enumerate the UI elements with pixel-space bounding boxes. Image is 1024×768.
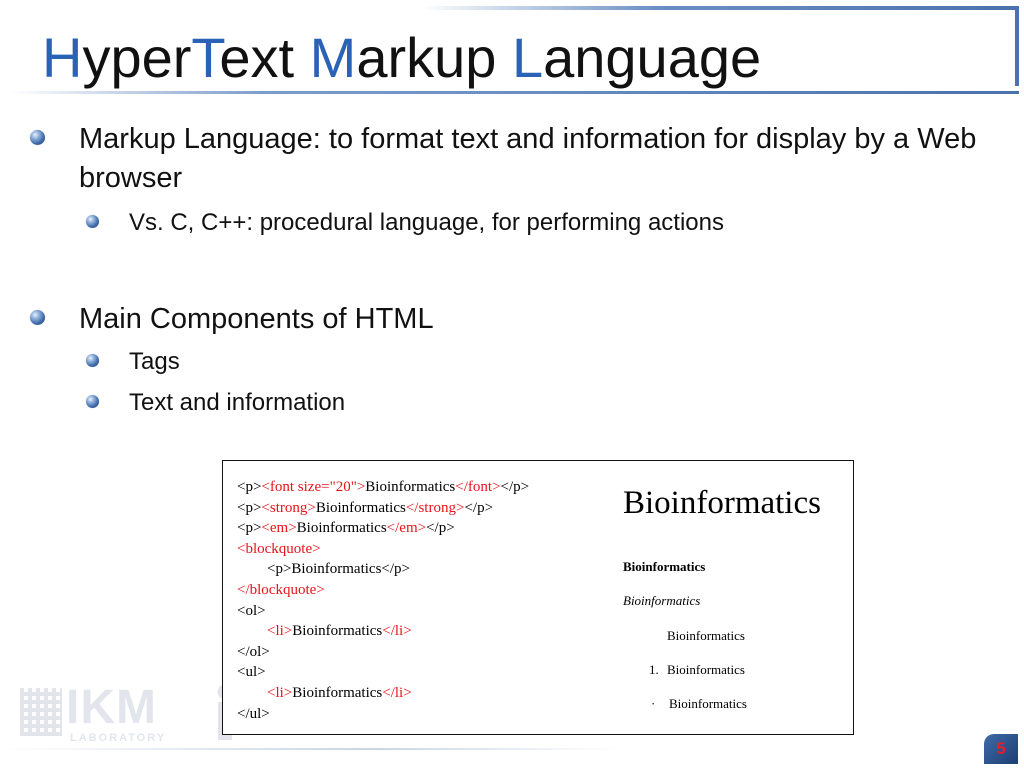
code-line [237, 580, 529, 601]
code-text: <p>Bioinformatics</p> [237, 561, 410, 578]
code-line [237, 601, 529, 622]
code-tag: <li> [267, 684, 293, 701]
code-text: <p> [237, 520, 262, 537]
ol-marker: 1. [649, 662, 659, 677]
bullet-text: Markup Language: to format text and information for display by a Web browser [79, 123, 977, 194]
title-initial-m: M [309, 26, 357, 89]
logo-grid-icon [20, 688, 62, 736]
page-number: 5 [996, 739, 1006, 758]
ul-item: Bioinformatics [669, 696, 747, 711]
code-tag: </font> [455, 479, 501, 495]
bullet-text: Main Components of HTML [79, 303, 434, 335]
bullet-sphere-icon [86, 215, 99, 228]
sub-bullet-text-information [86, 387, 986, 419]
code-text: Bioinformatics [365, 479, 456, 495]
page-number-badge [984, 734, 1018, 764]
code-line [237, 559, 529, 580]
code-text: <ul> [237, 664, 266, 681]
title-initial-h: H [42, 26, 83, 89]
bullet-markup-language [30, 120, 990, 198]
bullet-main-components [30, 300, 990, 339]
code-tag: <li> [267, 623, 293, 640]
slide-title [42, 22, 761, 94]
code-text: </p> [464, 499, 494, 516]
code-line [237, 621, 529, 642]
bullet-sphere-icon [86, 395, 99, 408]
code-line [237, 642, 529, 663]
sub-bullet-procedural [86, 207, 986, 239]
title-underline [10, 91, 1019, 94]
code-text: Bioinformatics [292, 684, 383, 701]
rendered-ordered-list [649, 662, 745, 678]
frame-right-line [1015, 6, 1019, 86]
code-line [237, 477, 529, 498]
bullet-text: Tags [129, 348, 180, 375]
title-word-language: anguage [543, 26, 762, 89]
title-initial-t: T [191, 26, 220, 89]
code-line [237, 662, 529, 683]
code-tag: </strong> [405, 499, 465, 516]
code-text: </ul> [237, 705, 270, 722]
code-text: </ol> [237, 643, 270, 660]
html-example-box [222, 460, 854, 735]
code-text: <ol> [237, 602, 266, 619]
code-text: Bioinformatics [292, 623, 383, 640]
bullet-text: Vs. C, C++: procedural language, for performing actions [129, 209, 724, 236]
code-tag: </li> [382, 684, 412, 701]
code-text: Bioinformatics [315, 499, 406, 516]
bullet-sphere-icon [30, 130, 45, 145]
code-text [237, 623, 267, 639]
code-line [237, 518, 529, 539]
footer-line [0, 748, 620, 750]
rendered-em: Bioinformatics [623, 593, 701, 608]
title-initial-l: L [511, 26, 544, 89]
logo-subtext: LABORATORY [70, 732, 167, 744]
code-tag: </li> [382, 623, 412, 640]
ol-item: Bioinformatics [667, 662, 745, 677]
frame-top-line [420, 6, 1018, 10]
html-code-sample [237, 477, 529, 724]
rendered-strong: Bioinformatics [623, 559, 706, 574]
code-text: Bioinformatics [296, 520, 387, 537]
logo-mark: IKM [66, 681, 157, 734]
code-text: <p> [237, 479, 262, 495]
rendered-font-size-20: Bioinformatics [623, 485, 821, 521]
code-tag: </em> [386, 520, 427, 537]
sub-bullet-tags [86, 346, 986, 378]
code-tag: </blockquote> [237, 581, 325, 598]
bullet-sphere-icon [30, 310, 45, 325]
code-text: <p> [237, 499, 262, 516]
code-text: </p> [426, 520, 455, 537]
rendered-unordered-list [651, 696, 747, 712]
bullet-sphere-icon [86, 354, 99, 367]
code-tag: <strong> [261, 499, 316, 516]
code-tag: <font size="20"> [261, 479, 366, 495]
title-word-text: ext [219, 26, 310, 89]
code-line [237, 683, 529, 704]
code-tag: <blockquote> [237, 540, 321, 557]
ul-marker: · [651, 696, 656, 711]
code-text [237, 685, 267, 701]
code-line [237, 704, 529, 725]
code-tag: <em> [261, 520, 297, 537]
rendered-blockquote: Bioinformatics [667, 628, 745, 643]
code-line [237, 498, 529, 519]
title-word-markup: arkup [356, 26, 512, 89]
code-text: </p> [500, 479, 530, 495]
title-word-hyper: yper [82, 26, 192, 89]
bullet-text: Text and information [129, 389, 346, 416]
code-line [237, 539, 529, 560]
